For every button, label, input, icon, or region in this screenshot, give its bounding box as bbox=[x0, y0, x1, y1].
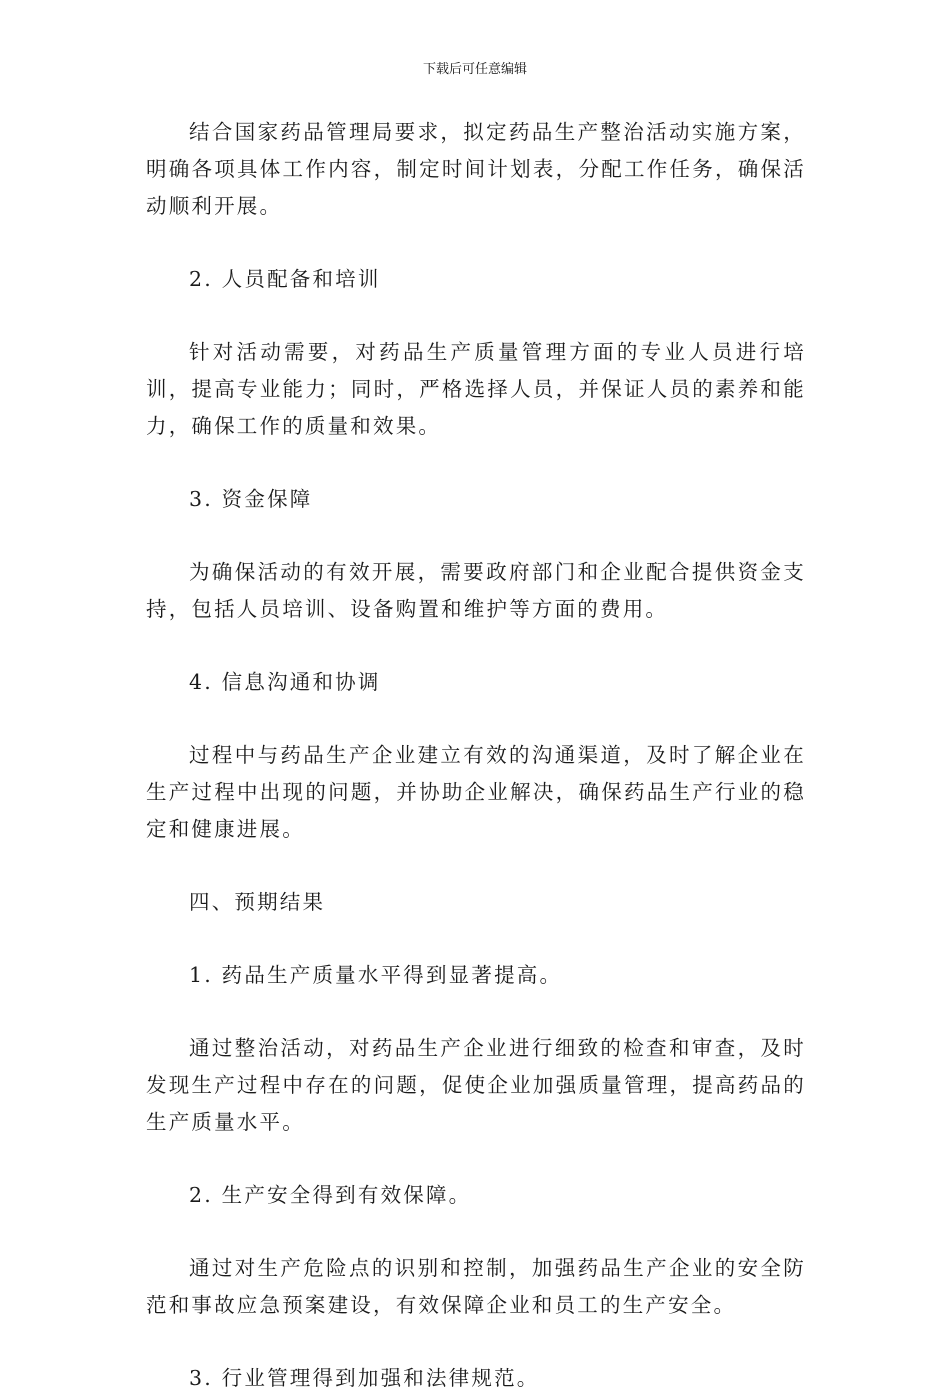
paragraph: 为确保活动的有效开展，需要政府部门和企业配合提供资金支持，包括人员培训、设备购置和维护等方面的费用。 bbox=[146, 560, 806, 621]
paragraph: 过程中与药品生产企业建立有效的沟通渠道，及时了解企业在生产过程中出现的问题，并协助企业解决，确保药品生产行业的稳定和健康进展。 bbox=[146, 743, 806, 841]
section-heading: 四、预期结果 bbox=[189, 890, 326, 914]
paragraph-gap bbox=[146, 298, 806, 334]
paragraph-gap bbox=[146, 921, 806, 957]
section-heading: 3. 行业管理得到加强和法律规范。 bbox=[189, 1366, 540, 1390]
document-body bbox=[146, 114, 806, 1397]
paragraph: 通过整治活动，对药品生产企业进行细致的检查和审查，及时发现生产过程中存在的问题，促使企业加强质量管理，提高药品的生产质量水平。 bbox=[146, 1036, 806, 1134]
header-note: 下载后可任意编辑 bbox=[422, 62, 527, 77]
paragraph: 针对活动需要，对药品生产质量管理方面的专业人员进行培训，提高专业能力；同时，严格选择人员，并保证人员的素养和能力，确保工作的质量和效果。 bbox=[146, 340, 806, 438]
paragraph-gap bbox=[146, 994, 806, 1030]
paragraph-gap bbox=[146, 1214, 806, 1250]
section-heading: 2. 生产安全得到有效保障。 bbox=[189, 1183, 472, 1207]
paragraph: 通过对生产危险点的识别和控制，加强药品生产企业的安全防范和事故应急预案建设，有效保障企业和员工的生产安全。 bbox=[146, 1256, 806, 1317]
paragraph-gap bbox=[146, 628, 806, 664]
section-heading: 3. 资金保障 bbox=[189, 487, 313, 511]
section-heading: 1. 药品生产质量水平得到显著提高。 bbox=[189, 963, 563, 987]
paragraph: 结合国家药品管理局要求，拟定药品生产整治活动实施方案，明确各项具体工作内容，制定时间计划表，分配工作任务，确保活动顺利开展。 bbox=[146, 120, 806, 218]
section-heading: 4. 信息沟通和协调 bbox=[189, 670, 381, 694]
section-heading: 2. 人员配备和培训 bbox=[189, 267, 381, 291]
paragraph-gap bbox=[146, 701, 806, 737]
paragraph-gap bbox=[146, 225, 806, 261]
paragraph-gap bbox=[146, 1141, 806, 1177]
paragraph-gap bbox=[146, 445, 806, 481]
paragraph-gap bbox=[146, 1324, 806, 1360]
paragraph-gap bbox=[146, 518, 806, 554]
paragraph-gap bbox=[146, 848, 806, 884]
